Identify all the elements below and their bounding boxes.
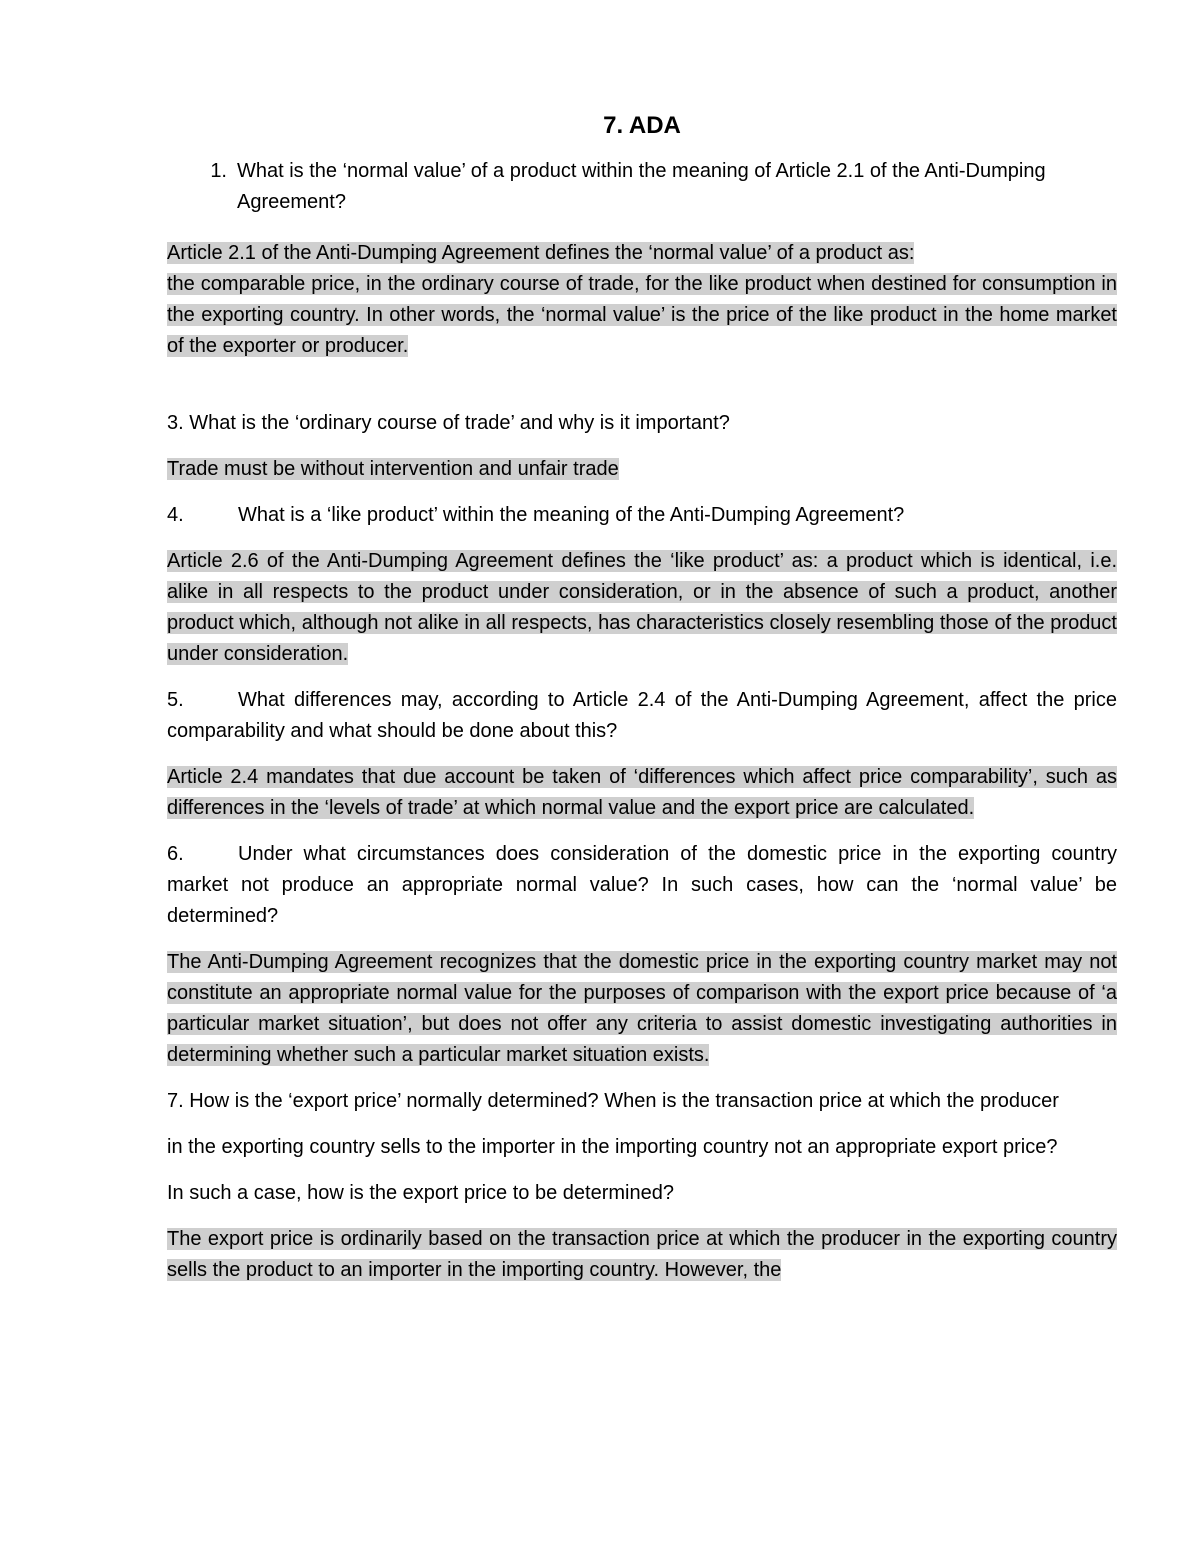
page-title: 7. ADA <box>603 112 681 139</box>
question-3: 3. What is the ‘ordinary course of trade’ and why is it important? <box>167 412 730 434</box>
answer-5 <box>167 762 1117 824</box>
question-6-text: Under what circumstances does consideration of the domestic price in the exporting country market not produce an appropriate normal value? In such cases, how can the ‘normal value’ be determined? <box>167 843 1117 927</box>
question-1 <box>167 156 1117 218</box>
answer-6-text: The Anti-Dumping Agreement recognizes that the domestic price in the exporting country market may not constitute an appropriate normal value for the purposes of comparison with the export price because of ‘a particular market situation’, but does not offer any criteria to assist domestic investigating authorities in determining whether such a particular market situation exists. <box>167 951 1117 1066</box>
question-5-number: 5. <box>167 689 184 711</box>
answer-1 <box>167 238 1117 362</box>
answer-5-text: Article 2.4 mandates that due account be taken of ‘differences which affect price comparability’, such as differences in the ‘levels of trade’ at which normal value and the export price are calculated. <box>167 766 1117 819</box>
question-7-part-1: 7. How is the ‘export price’ normally determined? When is the transaction price at which the producer <box>167 1090 1059 1112</box>
question-4 <box>167 500 1117 531</box>
question-5-text: What differences may, according to Article 2.4 of the Anti-Dumping Agreement, affect the price comparability and what should be done about this? <box>167 689 1117 742</box>
question-4-number: 4. <box>167 504 184 526</box>
answer-3-text: Trade must be without intervention and unfair trade <box>167 458 619 480</box>
answer-1-body: the comparable price, in the ordinary course of trade, for the like product when destined for consumption in the exporting country. In other words, the ‘normal value’ is the price of the like product in the home market of the exporter or producer. <box>167 273 1117 357</box>
question-7-part-3: In such a case, how is the export price to be determined? <box>167 1182 674 1204</box>
question-7-part-2: in the exporting country sells to the importer in the importing country not an appropriate export price? <box>167 1136 1058 1158</box>
question-5 <box>167 685 1117 747</box>
answer-6 <box>167 947 1117 1071</box>
question-4-text: What is a ‘like product’ within the meaning of the Anti-Dumping Agreement? <box>238 504 905 526</box>
answer-3 <box>167 454 1117 485</box>
question-6 <box>167 839 1117 932</box>
answer-4 <box>167 546 1117 670</box>
question-1-text: What is the ‘normal value’ of a product within the meaning of Article 2.1 of the Anti-Dumping Agreement? <box>237 160 1046 213</box>
question-1-number: 1. <box>210 160 227 182</box>
answer-4-text: Article 2.6 of the Anti-Dumping Agreement defines the ‘like product’ as: a product which is identical, i.e. alike in all respects to the product under consideration, or in the absence of such a product, another product which, although not alike in all respects, has characteristics closely resembling those of the product under consideration. <box>167 550 1117 665</box>
answer-1-intro: Article 2.1 of the Anti-Dumping Agreement defines the ‘normal value’ of a product as: <box>167 242 915 264</box>
answer-7-text: The export price is ordinarily based on the transaction price at which the producer in the exporting country sells the product to an importer in the importing country. However, the <box>167 1228 1117 1281</box>
document-page <box>167 110 1117 1301</box>
answer-7 <box>167 1224 1117 1286</box>
question-6-number: 6. <box>167 843 184 865</box>
